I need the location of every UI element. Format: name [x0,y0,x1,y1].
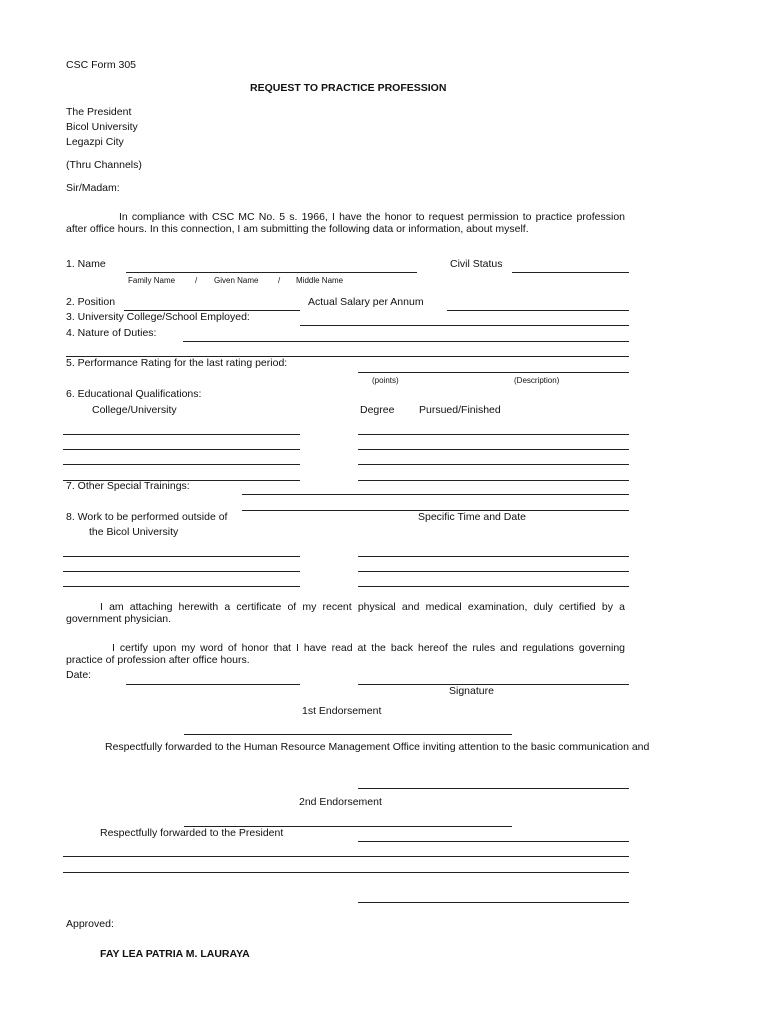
intro-paragraph: In compliance with CSC MC No. 5 s. 1966, I have the honor to request permission to practice profession after office hours. In this connection, I am submitting the following data or information, about myself. [66,211,625,235]
middle-name-caption: Middle Name [296,276,344,285]
second-endorsement-title: 2nd Endorsement [299,796,382,808]
first-endorsement-text: Respectfully forwarded to the Human Resource Management Office inviting attention to the basic communication and [105,741,650,753]
time-row-1[interactable] [358,556,629,557]
education-college-row-1[interactable] [63,434,300,435]
position-label: 2. Position [66,296,116,308]
special-trainings-label: 7. Other Special Trainings: [66,480,190,492]
education-college-row-2[interactable] [63,449,300,450]
second-endorsement-text: Respectfully forwarded to the President [100,827,284,839]
education-label: 6. Educational Qualifications: [66,388,202,400]
addressee-line2: Bicol University [66,121,138,133]
signature-label: Signature [449,685,494,697]
work-outside-label: 8. Work to be performed outside of [66,511,228,523]
first-endorsement-line[interactable] [184,734,512,735]
work-row-3[interactable] [63,586,300,587]
addressee-line1: The President [66,106,132,118]
education-degree-row-2[interactable] [358,449,629,450]
special-trainings-field[interactable] [242,494,629,495]
nature-of-duties-label: 4. Nature of Duties: [66,327,157,339]
form-code: CSC Form 305 [66,59,137,71]
specific-time-label: Specific Time and Date [418,511,526,523]
family-name-caption: Family Name [128,276,176,285]
education-degree-row-4[interactable] [358,480,629,481]
second-endorsement-field-1[interactable] [358,841,629,842]
certify-paragraph: I certify upon my word of honor that I have read at the back hereof the rules and regulations governing practice of profession after office hours. [66,642,625,666]
date-field[interactable] [126,684,300,685]
second-endorsement-field-3[interactable] [63,872,629,873]
certificate-paragraph: I am attaching herewith a certificate of my recent physical and medical examination, duly certified by a government physician. [66,601,625,625]
name-separator-2: / [278,276,281,285]
name-label: 1. Name [66,258,106,270]
date-label: Date: [66,669,92,681]
education-degree-row-3[interactable] [358,464,629,465]
college-university-heading: College/University [92,404,177,416]
second-endorsement-field-2[interactable] [63,856,629,857]
form-title: REQUEST TO PRACTICE PROFESSION [250,82,447,94]
performance-rating-label: 5. Performance Rating for the last rating period: [66,357,288,369]
performance-rating-field[interactable] [358,372,629,373]
points-caption: (points) [372,376,399,385]
first-endorsement-signature-field[interactable] [358,788,629,789]
education-college-row-3[interactable] [63,464,300,465]
time-row-3[interactable] [358,586,629,587]
given-name-caption: Given Name [214,276,259,285]
name-field[interactable] [126,272,417,273]
approved-label: Approved: [66,918,114,930]
salary-label: Actual Salary per Annum [308,296,424,308]
approver-name: FAY LEA PATRIA M. LAURAYA [100,948,250,960]
time-row-2[interactable] [358,571,629,572]
second-endorsement-signature-field[interactable] [358,902,629,903]
work-outside-label-line2: the Bicol University [89,526,179,538]
college-employed-label: 3. University College/School Employed: [66,311,250,323]
pursued-finished-heading: Pursued/Finished [419,404,501,416]
first-endorsement-title: 1st Endorsement [302,705,382,717]
work-row-1[interactable] [63,556,300,557]
description-caption: (Description) [514,376,560,385]
name-separator-1: / [195,276,198,285]
nature-of-duties-field[interactable] [183,341,629,342]
work-row-2[interactable] [63,571,300,572]
thru-channels: (Thru Channels) [66,159,142,171]
college-employed-field[interactable] [300,325,629,326]
education-degree-row-1[interactable] [358,434,629,435]
addressee-line3: Legazpi City [66,136,124,148]
degree-heading: Degree [360,404,395,416]
salary-field[interactable] [447,310,629,311]
civil-status-label: Civil Status [450,258,503,270]
salutation: Sir/Madam: [66,182,120,194]
civil-status-field[interactable] [512,272,629,273]
